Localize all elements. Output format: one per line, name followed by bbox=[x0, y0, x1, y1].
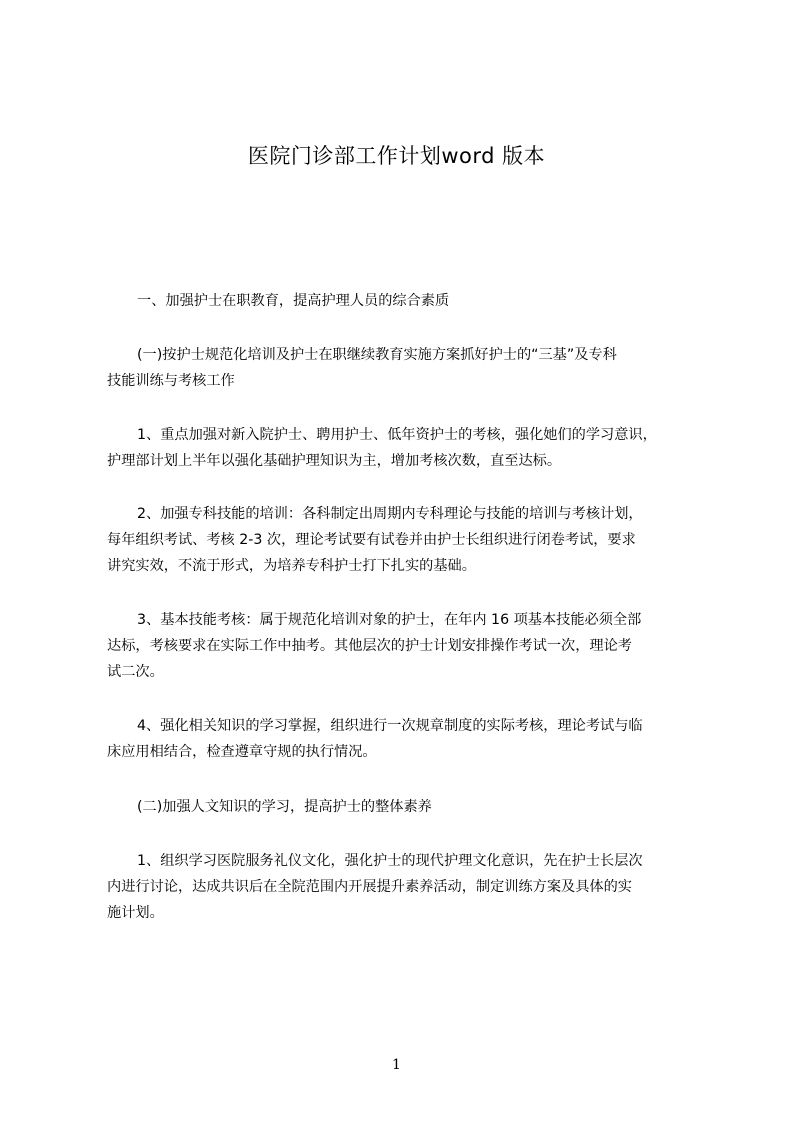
item-1-2-line-1: 2、加强专科技能的培训：各科制定出周期内专科理论与技能的培训与考核计划， bbox=[137, 506, 643, 522]
item-1-1-line-2: 护理部计划上半年以强化基础护理知识为主，增加考核次数，直至达标。 bbox=[107, 453, 562, 469]
item-1-2-line-2: 每年组织考试、考核 2-3 次，理论考试要有试卷并由护士长组织进行闭卷考试，要求 bbox=[107, 532, 636, 548]
page-number: 1 bbox=[392, 1057, 401, 1073]
item-1-2-line-3: 讲究实效，不流于形式，为培养专科护士打下扎实的基础。 bbox=[107, 558, 476, 574]
item-2-1-line-3: 施计划。 bbox=[107, 905, 164, 921]
item-1-4-line-2: 床应用相结合，检查遵章守规的执行情况。 bbox=[107, 744, 377, 760]
item-1-3-line-1: 3、基本技能考核：属于规范化培训对象的护士，在年内 16 项基本技能必须全部 bbox=[137, 612, 642, 628]
item-2-1-line-2: 内进行讨论，达成共识后在全院范围内开展提升素养活动，制定训练方案及具体的实 bbox=[107, 879, 632, 895]
subsection-heading-1-line-1: (一)按护士规范化培训及护士在职继续教育实施方案抓好护士的“三基”及专科 bbox=[137, 347, 617, 363]
section-heading-1: 一、加强护士在职教育，提高护理人员的综合素质 bbox=[137, 293, 450, 309]
item-1-4-line-1: 4、强化相关知识的学习掌握，组织进行一次规章制度的实际考核，理论考试与临 bbox=[137, 718, 643, 734]
item-1-3-line-2: 达标，考核要求在实际工作中抽考。其他层次的护士计划安排操作考试一次，理论考 bbox=[107, 638, 632, 654]
document-title: 医院门诊部工作计划word 版本 bbox=[247, 144, 546, 168]
item-1-3-line-3: 试二次。 bbox=[107, 664, 164, 680]
subsection-heading-1-line-2: 技能训练与考核工作 bbox=[107, 373, 235, 389]
item-1-1-line-1: 1、重点加强对新入院护士、聘用护士、低年资护士的考核，强化她们的学习意识， bbox=[137, 427, 657, 443]
subsection-heading-2: (二)加强人文知识的学习，提高护士的整体素养 bbox=[137, 799, 432, 815]
item-2-1-line-1: 1、组织学习医院服务礼仪文化，强化护士的现代护理文化意识，先在护士长层次 bbox=[137, 853, 643, 869]
